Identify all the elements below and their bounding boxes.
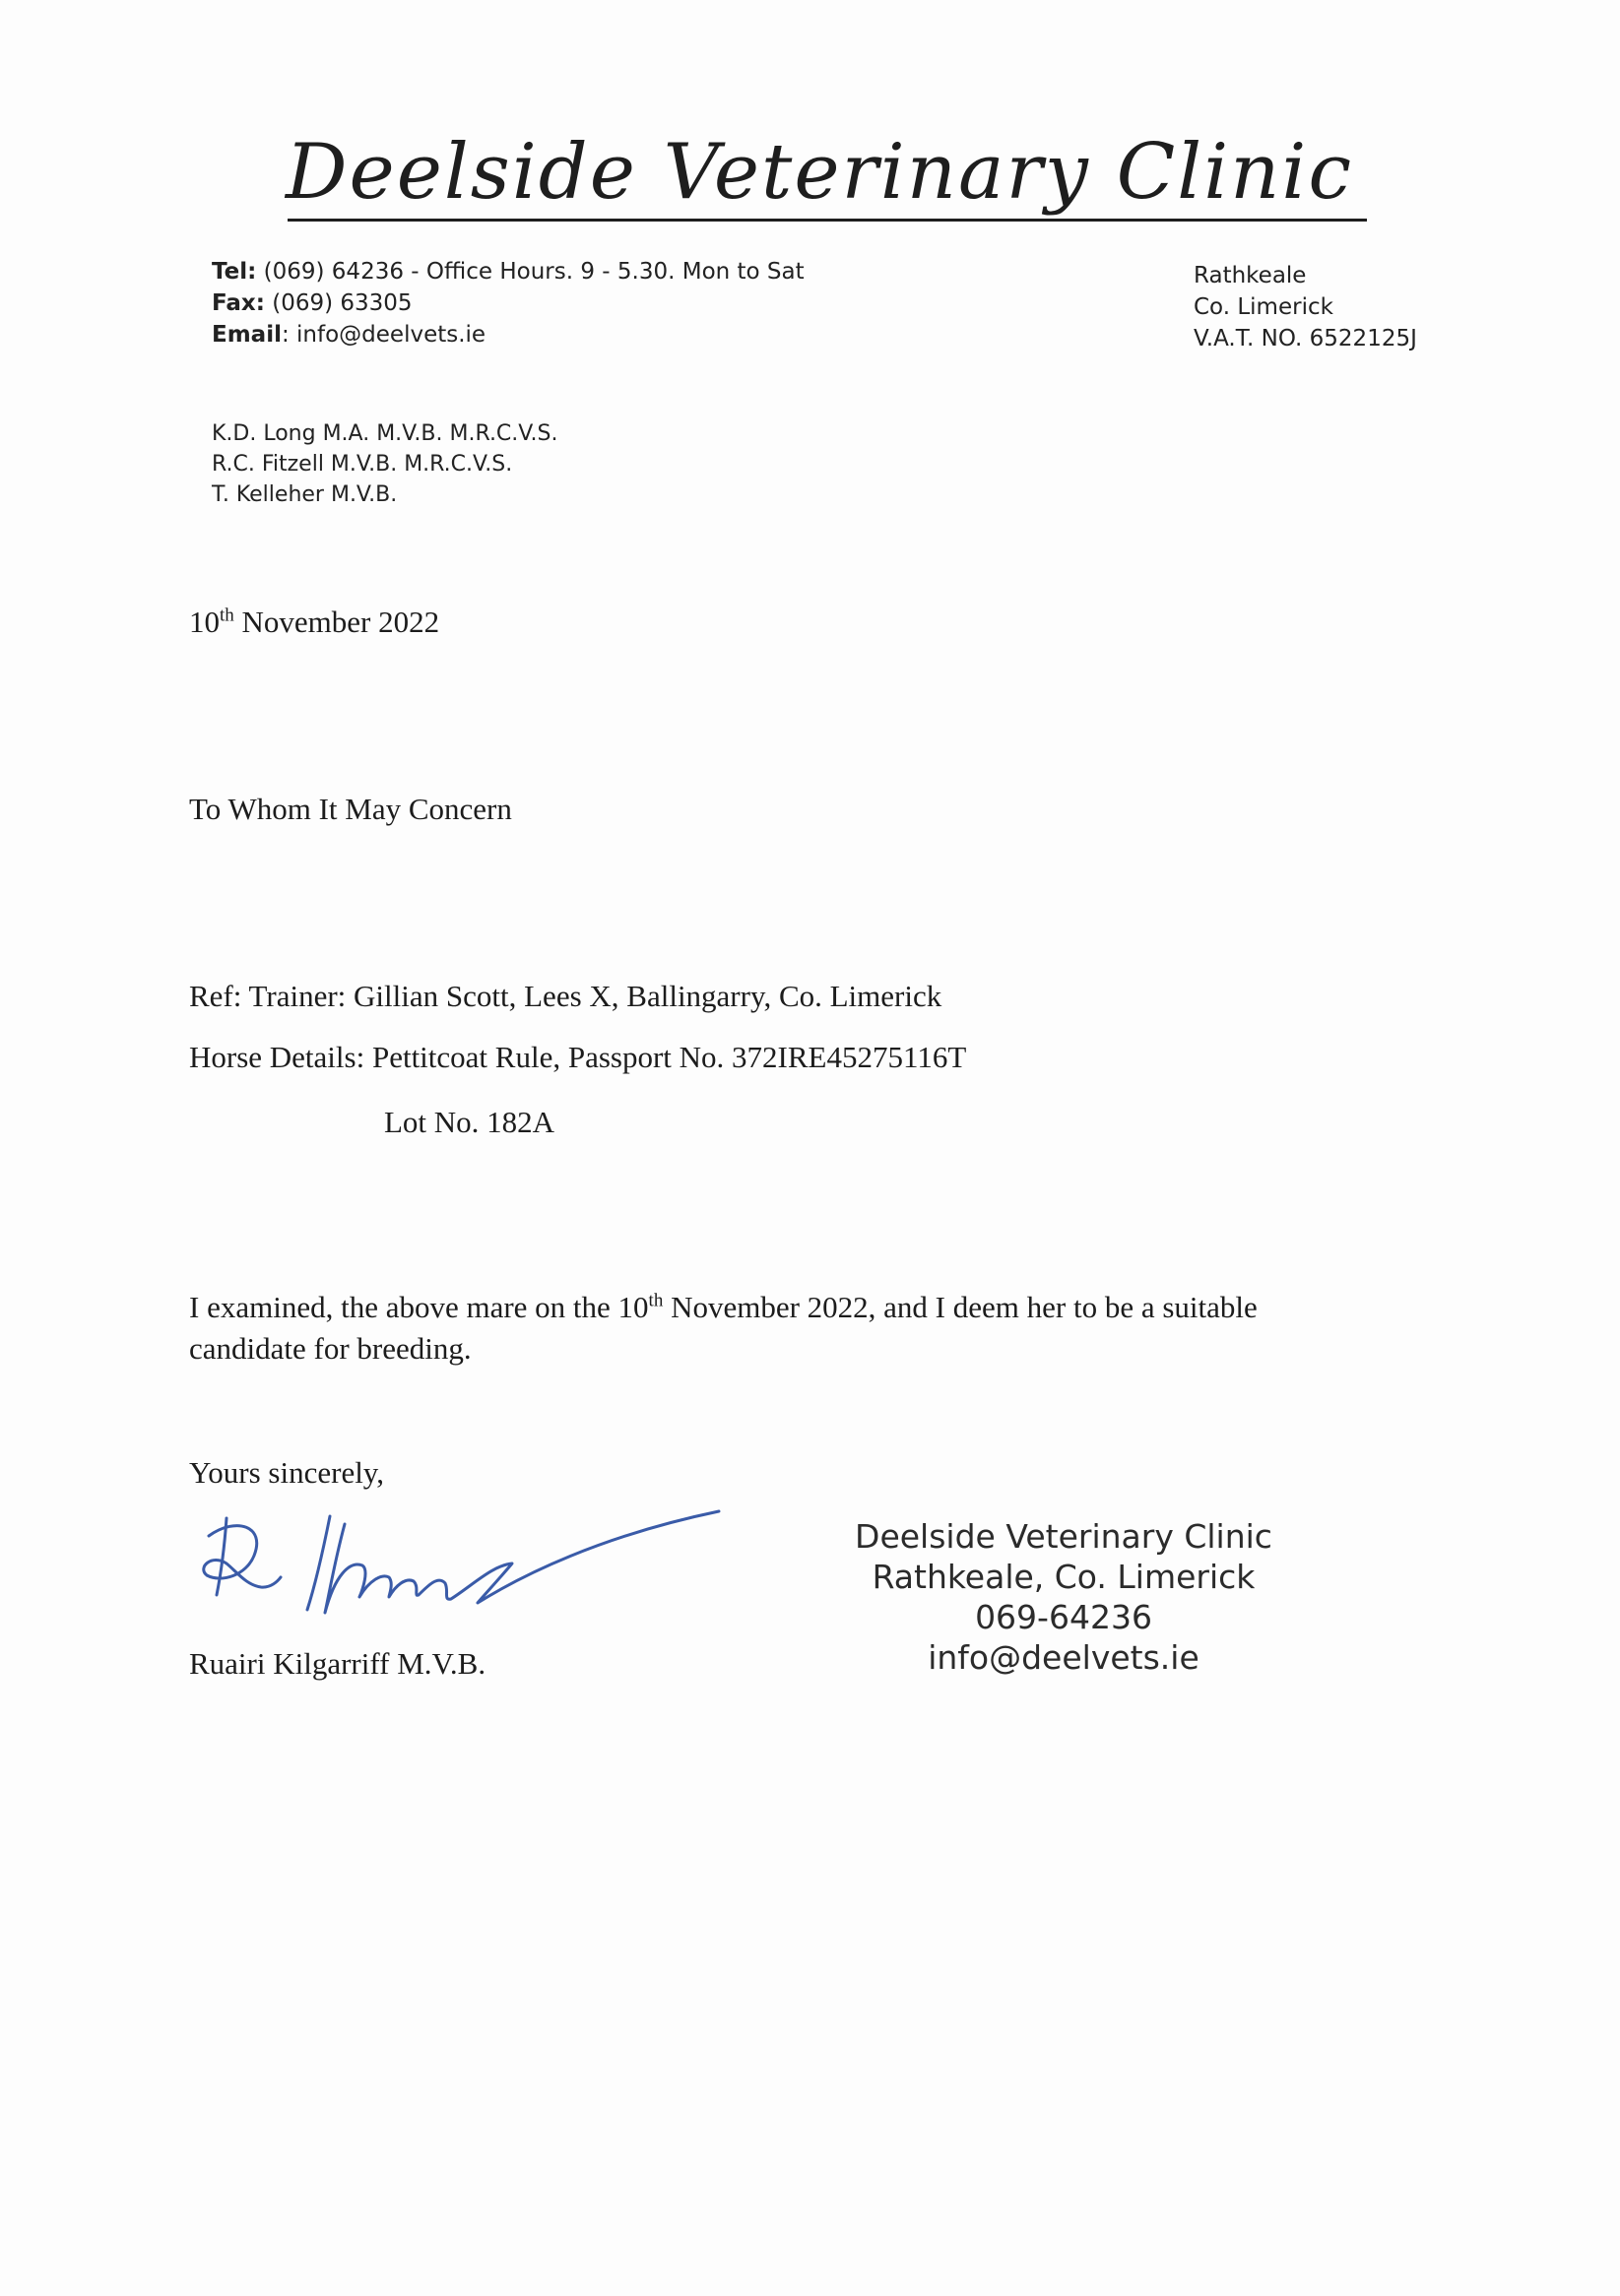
address-town: Rathkeale	[1194, 263, 1307, 288]
tel-value: (069) 64236 - Office Hours. 9 - 5.30. Mon to Sat	[256, 259, 805, 285]
vet-name: T. Kelleher M.V.B.	[212, 482, 398, 507]
tel-label: Tel:	[212, 259, 257, 285]
lot-number-line: Lot No. 182A	[384, 1105, 555, 1139]
date-suffix: th	[220, 605, 234, 626]
signatory-name: Ruairi Kilgarriff M.V.B.	[189, 1646, 486, 1681]
body-paragraph-line-2: candidate for breeding.	[189, 1331, 472, 1366]
reference-line: Ref: Trainer: Gillian Scott, Lees X, Ballingarry, Co. Limerick	[189, 979, 942, 1013]
stamp-clinic-name: Deelside Veterinary Clinic	[855, 1517, 1272, 1556]
letter-date	[189, 605, 439, 640]
contact-block	[212, 256, 805, 351]
date-rest: November 2022	[233, 605, 440, 639]
stamp-email: info@deelvets.ie	[928, 1638, 1199, 1677]
fax-line	[212, 287, 805, 319]
body-part-1: I examined, the above mare on the 10	[189, 1290, 649, 1324]
fax-label: Fax:	[212, 290, 265, 316]
salutation: To Whom It May Concern	[189, 792, 512, 826]
email-value: : info@deelvets.ie	[281, 322, 486, 348]
email-line	[212, 319, 805, 351]
body-paragraph-line-1	[189, 1290, 1258, 1325]
vet-name: K.D. Long M.A. M.V.B. M.R.C.V.S.	[212, 421, 558, 446]
address-county: Co. Limerick	[1194, 294, 1333, 320]
body-date-suffix: th	[648, 1290, 664, 1311]
vet-list	[212, 418, 557, 510]
clinic-name-heading: Deelside Veterinary Clinic	[286, 128, 1354, 217]
body-part-2: November 2022, and I deem her to be a suitable	[663, 1290, 1258, 1324]
vat-number: V.A.T. NO. 6522125J	[1194, 326, 1417, 351]
stamp-phone: 069-64236	[975, 1598, 1152, 1636]
heading-underline	[288, 219, 1367, 222]
horse-details-line: Horse Details: Pettitcoat Rule, Passport No. 372IRE45275116T	[189, 1040, 967, 1074]
signature-drawing	[187, 1506, 739, 1625]
vet-name: R.C. Fitzell M.V.B. M.R.C.V.S.	[212, 452, 513, 477]
date-day: 10	[189, 605, 220, 639]
email-label: Email	[212, 322, 282, 348]
clinic-stamp	[788, 1516, 1339, 1678]
telephone-line	[212, 256, 805, 287]
closing-phrase: Yours sincerely,	[189, 1455, 385, 1490]
fax-value: (069) 63305	[264, 290, 413, 316]
stamp-address: Rathkeale, Co. Limerick	[872, 1558, 1256, 1596]
handwritten-signature	[187, 1506, 739, 1629]
clinic-address	[1194, 260, 1417, 354]
